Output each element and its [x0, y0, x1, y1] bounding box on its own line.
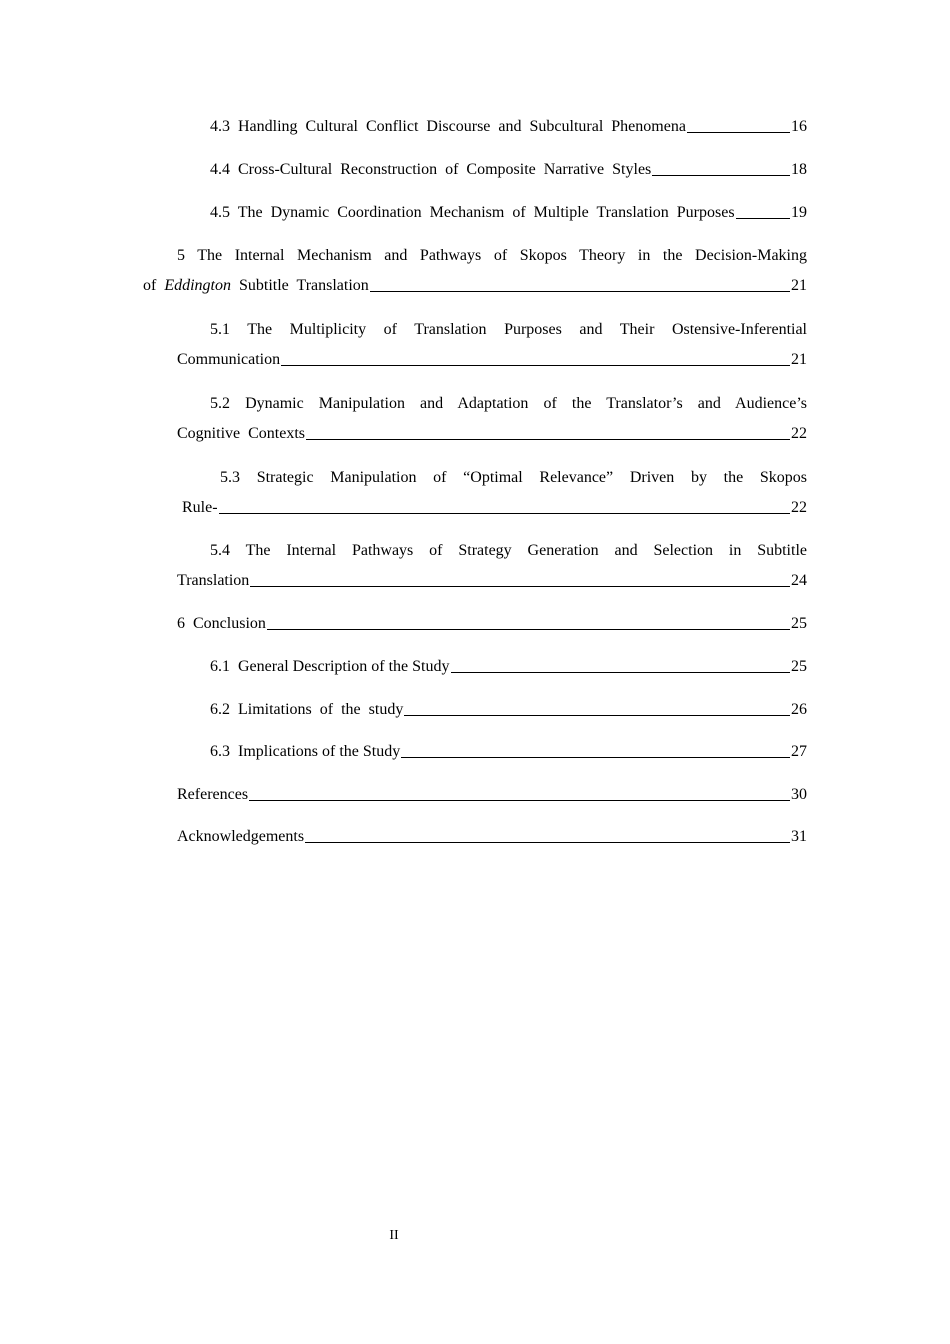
toc-page-number: 30	[791, 786, 807, 803]
toc-entry-6-1[interactable]	[210, 652, 807, 682]
toc-entry-acknowledgements[interactable]	[177, 822, 807, 852]
toc-entry-title-line1: 5 The Internal Mechanism and Pathways of Skopos Theory in the Decision-Making	[177, 247, 807, 264]
toc-entry-title: 4.5 The Dynamic Coordination Mechanism of Multiple Translation Purposes	[210, 204, 735, 221]
toc-entry-title-line2	[143, 271, 369, 301]
toc-entry-title-line2: Cognitive Contexts	[177, 425, 305, 442]
toc-entry-5-2[interactable]	[177, 389, 807, 449]
toc-entry-title: 6 Conclusion	[177, 615, 266, 632]
toc-entry-title: 6.3 Implications of the Study	[210, 743, 401, 760]
toc-entry-word: of	[143, 277, 157, 294]
toc-leader	[306, 439, 790, 440]
toc-entry-title: 4.3 Handling Cultural Conflict Discourse and Subcultural Phenomena	[210, 118, 686, 135]
toc-entry-6-3[interactable]	[210, 737, 807, 767]
toc-page-number: 22	[791, 499, 807, 516]
toc-page-number: 21	[791, 277, 807, 294]
toc-entry-title-line1: 5.2 Dynamic Manipulation and Adaptation of the Translator’s and Audience’s	[210, 395, 807, 412]
toc-entry-5-3[interactable]	[177, 463, 807, 523]
toc-leader	[249, 800, 790, 801]
toc-entry-6[interactable]	[177, 609, 807, 639]
toc-leader	[736, 218, 790, 219]
toc-page-number: 16	[791, 118, 807, 135]
toc-page-number: 25	[791, 615, 807, 632]
toc-entry-5-1[interactable]	[177, 315, 807, 375]
toc-leader	[451, 672, 791, 673]
toc-page-number: 18	[791, 161, 807, 178]
toc-entry-title: Acknowledgements	[177, 828, 305, 845]
toc-entry-references[interactable]	[177, 780, 807, 810]
toc-entry-title: 6.1 General Description of the Study	[210, 658, 450, 675]
toc-leader	[370, 291, 790, 292]
toc-entry-5[interactable]	[143, 241, 807, 301]
toc-leader	[219, 513, 790, 514]
film-title: Eddington	[164, 277, 231, 294]
page-number: II	[389, 1228, 399, 1243]
toc-page-number: 22	[791, 425, 807, 442]
toc-page-number: 27	[791, 743, 807, 760]
toc-leader	[267, 629, 790, 630]
toc-entry-title-line2: Rule-	[182, 499, 218, 516]
toc-page-number: 19	[791, 204, 807, 221]
toc-entry-word: Subtitle Translation	[239, 277, 369, 294]
toc-entry-title-line1: 5.1 The Multiplicity of Translation Purposes and Their Ostensive-Inferential	[210, 321, 807, 338]
toc-leader	[305, 842, 790, 843]
toc-entry-title-line1: 5.4 The Internal Pathways of Strategy Generation and Selection in Subtitle	[210, 542, 807, 559]
toc-entry-6-2[interactable]	[210, 695, 807, 725]
toc-leader	[687, 132, 790, 133]
toc-entry-title-line1: 5.3 Strategic Manipulation of “Optimal Relevance” Driven by the Skopos	[220, 469, 807, 486]
toc-entry-title-line2: Translation	[177, 572, 250, 589]
toc-leader	[652, 175, 790, 176]
toc-entry-4-4[interactable]	[210, 155, 807, 185]
toc-entry-5-4[interactable]	[177, 536, 807, 596]
toc-entry-title-line2: Communication	[177, 351, 281, 368]
toc-entry-title: References	[177, 786, 249, 803]
toc-page-number: 25	[791, 658, 807, 675]
toc-leader	[250, 586, 790, 587]
toc-entry-title: 6.2 Limitations of the study	[210, 701, 404, 718]
toc-leader	[281, 365, 790, 366]
toc-entry-4-3[interactable]	[210, 112, 807, 142]
toc-page-number: 24	[791, 572, 807, 589]
toc-page-number: 21	[791, 351, 807, 368]
toc-page-number: 31	[791, 828, 807, 845]
toc-leader	[401, 757, 790, 758]
toc-entry-title: 4.4 Cross-Cultural Reconstruction of Composite Narrative Styles	[210, 161, 652, 178]
toc-leader	[404, 715, 790, 716]
toc-entry-4-5[interactable]	[210, 198, 807, 228]
toc-page-number: 26	[791, 701, 807, 718]
